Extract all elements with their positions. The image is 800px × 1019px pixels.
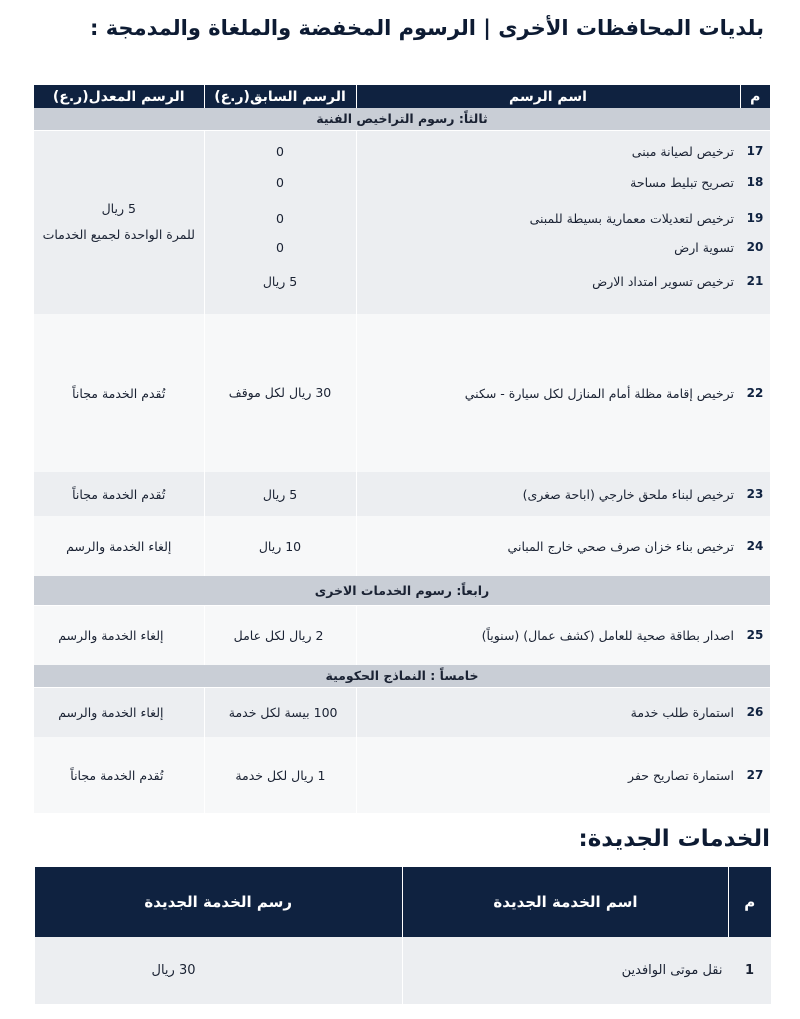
table-row [34, 130, 770, 164]
new-services-header [35, 867, 771, 937]
header-previous-fee: الرسم السابق(ر.ع) [204, 85, 356, 108]
header-name: اسم الرسم [356, 85, 740, 108]
row-num: 17 [740, 130, 770, 164]
table-row [34, 687, 770, 737]
row-modified-fee: إلغاء الخدمة والرسم [34, 605, 204, 665]
row-modified-fee: تُقدم الخدمة مجاناً [34, 314, 204, 472]
header-num: م [729, 867, 771, 937]
row-previous-fee: 5 ريال [204, 258, 356, 314]
group-modified-note: للمرة الواحدة لجميع الخدمات [42, 227, 195, 243]
row-name: تسوية ارض [356, 236, 740, 258]
row-num: 20 [740, 236, 770, 258]
row-num: 23 [740, 472, 770, 516]
row-name: ترخيص لصيانة مبنى [356, 130, 740, 164]
row-previous-fee: 30 ريال لكل موقف [204, 314, 356, 472]
row-modified-fee: إلغاء الخدمة والرسم [34, 687, 204, 737]
row-modified-fee: تُقدم الخدمة مجاناً [34, 472, 204, 516]
row-previous-fee: 2 ريال لكل عامل [204, 605, 356, 665]
row-modified-fee: إلغاء الخدمة والرسم [34, 516, 204, 576]
table-row [34, 516, 770, 576]
row-num: 1 [729, 937, 771, 1004]
row-num: 21 [740, 258, 770, 314]
row-num: 22 [740, 314, 770, 472]
section-other-services: رابعاً: رسوم الخدمات الاخرى [34, 576, 770, 605]
header-modified-fee: الرسم المعدل(ر.ع) [34, 85, 204, 108]
new-services-table [34, 867, 771, 1004]
row-previous-fee: 0 [204, 200, 356, 236]
row-name: ترخيص إقامة مظلة أمام المنازل لكل سيارة - سكني [356, 314, 740, 472]
section-row [34, 665, 770, 687]
row-group-modified-fee [34, 130, 204, 314]
header-num: م [740, 85, 770, 108]
row-name: ترخيص بناء خزان صرف صحي خارج المباني [356, 516, 740, 576]
row-num: 27 [740, 737, 770, 813]
row-num: 18 [740, 164, 770, 200]
new-services-title: الخدمات الجديدة: [578, 826, 770, 852]
header-service-fee: رسم الخدمة الجديدة [35, 867, 403, 937]
row-service-name: نقل موتى الوافدين [403, 937, 729, 1004]
section-technical-licenses: ثالثاً: رسوم التراخيص الفنية [34, 108, 770, 130]
section-government-forms: خامساً : النماذج الحكومية [34, 665, 770, 687]
group-modified-amount: 5 ريال [101, 201, 136, 216]
row-previous-fee: 0 [204, 164, 356, 200]
row-service-fee-cell [35, 937, 403, 1004]
row-num: 19 [740, 200, 770, 236]
table-row [34, 737, 770, 813]
row-num: 26 [740, 687, 770, 737]
section-row [34, 576, 770, 605]
row-previous-fee: 100 بيسة لكل خدمة [204, 687, 356, 737]
row-name: استمارة طلب خدمة [356, 687, 740, 737]
row-name: تصريح تبليط مساحة [356, 164, 740, 200]
row-name: اصدار بطاقة صحية للعامل (كشف عمال) (سنوياً) [356, 605, 740, 665]
row-modified-fee: تُقدم الخدمة مجاناً [34, 737, 204, 813]
row-service-fee: 30 ريال [151, 963, 196, 978]
header-service-name: اسم الخدمة الجديدة [403, 867, 729, 937]
row-previous-fee: 1 ريال لكل خدمة [204, 737, 356, 813]
page-title: بلديات المحافظات الأخرى | الرسوم المخفضة والملغاة والمدمجة : [89, 16, 764, 40]
row-num: 25 [740, 605, 770, 665]
row-name: ترخيص لبناء ملحق خارجي (اباحة صغرى) [356, 472, 740, 516]
fees-table [34, 85, 770, 813]
fees-table-header [34, 85, 770, 108]
row-name: استمارة تصاريح حفر [356, 737, 740, 813]
row-previous-fee: 0 [204, 236, 356, 258]
row-num: 24 [740, 516, 770, 576]
row-previous-fee: 0 [204, 130, 356, 164]
row-previous-fee: 10 ريال [204, 516, 356, 576]
table-row [34, 605, 770, 665]
section-row [34, 108, 770, 130]
row-name: ترخيص لتعديلات معمارية بسيطة للمبنى [356, 200, 740, 236]
row-name: ترخيص تسوير امتداد الارض [356, 258, 740, 314]
table-row [34, 472, 770, 516]
table-row [35, 937, 771, 1004]
row-previous-fee: 5 ريال [204, 472, 356, 516]
table-row [34, 314, 770, 472]
